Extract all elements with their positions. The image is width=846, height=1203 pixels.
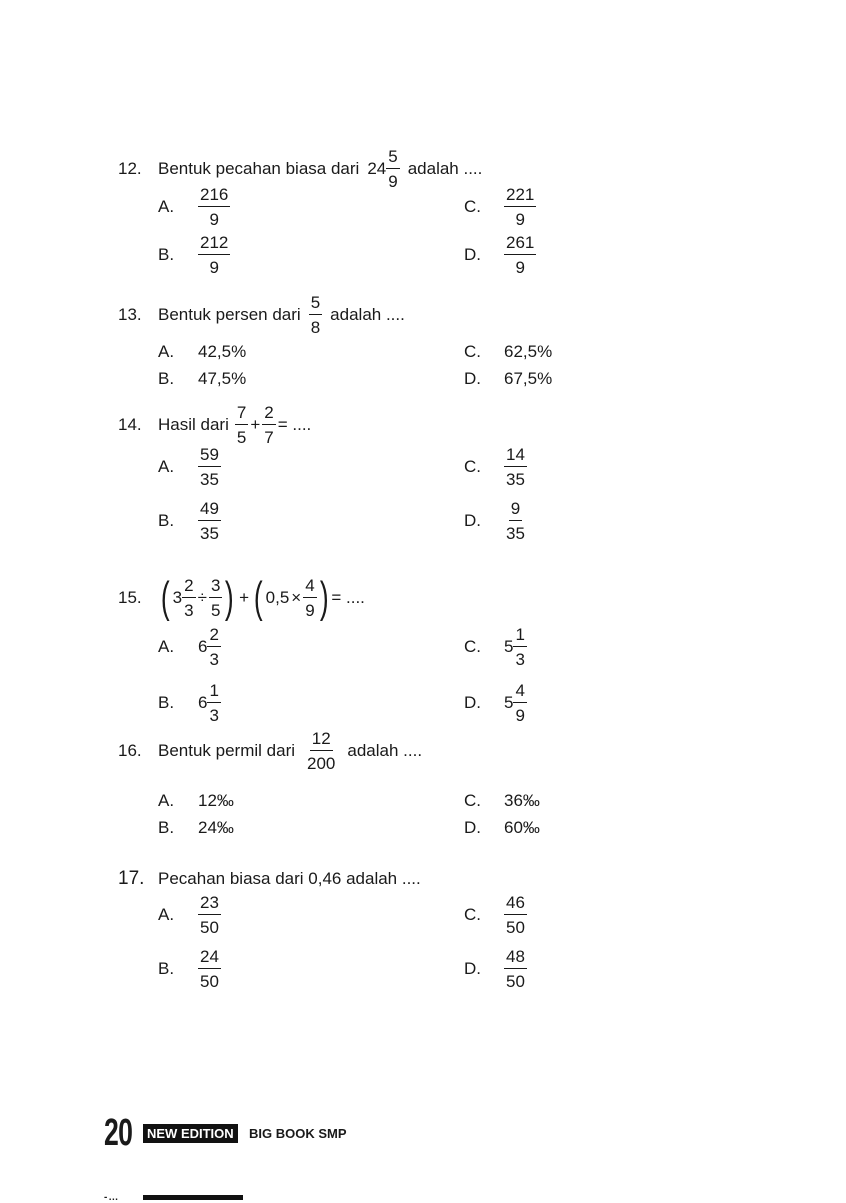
option-num: 2 <box>207 626 220 647</box>
option-label: D. <box>464 369 481 388</box>
option-value: 12‰ <box>198 791 234 810</box>
question-number: 12. <box>118 159 142 178</box>
option-num: 4 <box>513 682 526 703</box>
left-paren: ( <box>160 573 170 622</box>
question-text-tail: = .... <box>277 415 312 434</box>
option-den: 50 <box>506 918 525 937</box>
option-value: 36‰ <box>504 791 540 810</box>
option-den: 3 <box>515 650 525 669</box>
option-num: 48 <box>504 948 527 969</box>
option-den: 3 <box>209 650 219 669</box>
page-number: 20 <box>104 1112 133 1154</box>
plus-sign: + <box>250 415 261 434</box>
bottom-mark: -… <box>104 1192 120 1203</box>
question-text: Hasil dari <box>158 415 229 434</box>
question-text: Bentuk persen dari <box>158 305 301 324</box>
option-den: 9 <box>515 258 525 277</box>
option-whole: 6 <box>198 637 208 656</box>
decimal-value: 0,5 <box>265 588 290 607</box>
option-den: 9 <box>209 210 219 229</box>
option-den: 35 <box>200 524 219 543</box>
frac-den: 3 <box>184 601 194 620</box>
option-label: C. <box>464 791 481 810</box>
question-number: 14. <box>118 415 142 434</box>
option-num: 1 <box>513 626 526 647</box>
option-den: 35 <box>200 470 219 489</box>
option-den: 9 <box>515 210 525 229</box>
option-label: B. <box>158 511 175 530</box>
option-num: 212 <box>198 234 230 255</box>
option-label: A. <box>158 197 175 216</box>
option-label: D. <box>464 511 481 530</box>
option-num: 14 <box>504 446 527 467</box>
option-label: D. <box>464 693 481 712</box>
option-den: 35 <box>506 470 525 489</box>
option-num: 24 <box>198 948 221 969</box>
option-label: C. <box>464 905 481 924</box>
question-number: 13. <box>118 305 142 324</box>
option-value: 62,5% <box>504 342 553 361</box>
option-value: 47,5% <box>198 369 247 388</box>
option-whole: 5 <box>504 637 514 656</box>
option-label: D. <box>464 818 481 837</box>
option-label: B. <box>158 818 175 837</box>
bottom-bar <box>143 1195 243 1200</box>
left-paren: ( <box>253 573 263 622</box>
option-whole: 6 <box>198 693 208 712</box>
option-label: A. <box>158 342 175 361</box>
option-label: A. <box>158 637 175 656</box>
frac-num: 7 <box>235 404 248 425</box>
mixed-whole: 3 <box>172 588 183 607</box>
frac-den: 5 <box>210 601 221 620</box>
option-den: 50 <box>506 972 525 991</box>
option-value: 24‰ <box>198 818 234 837</box>
option-value: 60‰ <box>504 818 540 837</box>
frac-den: 7 <box>264 428 274 447</box>
option-label: C. <box>464 457 481 476</box>
edition-badge: NEW EDITION <box>143 1124 238 1143</box>
option-num: 261 <box>504 234 536 255</box>
plus-sign: + <box>239 588 249 607</box>
frac-den: 5 <box>236 428 247 447</box>
right-paren: ) <box>225 573 235 622</box>
option-den: 3 <box>209 706 219 725</box>
question-number: 15. <box>118 588 142 607</box>
option-label: D. <box>464 959 481 978</box>
frac-num: 2 <box>262 404 275 425</box>
option-num: 59 <box>198 446 221 467</box>
option-den: 9 <box>209 258 219 277</box>
frac-den: 9 <box>388 172 398 191</box>
option-whole: 5 <box>504 693 514 712</box>
times-sign: × <box>291 588 302 607</box>
question-text-tail: adalah .... <box>330 305 405 324</box>
option-num: 221 <box>504 186 536 207</box>
frac-den: 9 <box>305 601 315 620</box>
question-text: Bentuk pecahan biasa dari <box>158 159 360 178</box>
option-num: 49 <box>198 500 221 521</box>
option-label: C. <box>464 342 481 361</box>
frac-num: 3 <box>209 577 222 598</box>
option-num: 1 <box>207 682 220 703</box>
option-value: 42,5% <box>198 342 247 361</box>
option-label: C. <box>464 197 481 216</box>
option-num: 216 <box>198 186 230 207</box>
question-text-tail: adalah .... <box>407 159 483 178</box>
option-label: B. <box>158 369 175 388</box>
option-den: 35 <box>506 524 525 543</box>
option-num: 9 <box>509 500 522 521</box>
right-paren: ) <box>319 573 329 622</box>
option-label: B. <box>158 693 175 712</box>
question-text: Bentuk permil dari <box>158 741 296 760</box>
option-label: A. <box>158 457 175 476</box>
option-label: A. <box>158 791 175 810</box>
option-num: 23 <box>198 894 221 915</box>
option-label: B. <box>158 959 175 978</box>
divide-sign: ÷ <box>197 588 207 607</box>
option-num: 46 <box>504 894 527 915</box>
frac-num: 5 <box>386 148 399 169</box>
question-number: 16. <box>118 741 142 760</box>
option-den: 50 <box>200 972 219 991</box>
question-text-tail: adalah .... <box>347 741 423 760</box>
option-value: 67,5% <box>504 369 553 388</box>
frac-den: 200 <box>307 754 336 773</box>
option-label: D. <box>464 245 481 264</box>
frac-num: 12 <box>310 730 333 751</box>
frac-num: 5 <box>309 294 322 315</box>
option-label: C. <box>464 637 481 656</box>
question-text: Pecahan biasa dari 0,46 adalah .... <box>158 869 421 888</box>
option-den: 9 <box>515 706 525 725</box>
book-title: BIG BOOK SMP <box>249 1126 347 1141</box>
question-text-tail: = .... <box>331 588 365 607</box>
mixed-whole: 24 <box>367 159 387 178</box>
option-den: 50 <box>200 918 219 937</box>
question-number: 17. <box>118 868 145 889</box>
frac-den: 8 <box>310 318 321 337</box>
option-label: A. <box>158 905 175 924</box>
frac-num: 4 <box>303 577 316 598</box>
frac-num: 2 <box>182 577 195 598</box>
option-label: B. <box>158 245 175 264</box>
